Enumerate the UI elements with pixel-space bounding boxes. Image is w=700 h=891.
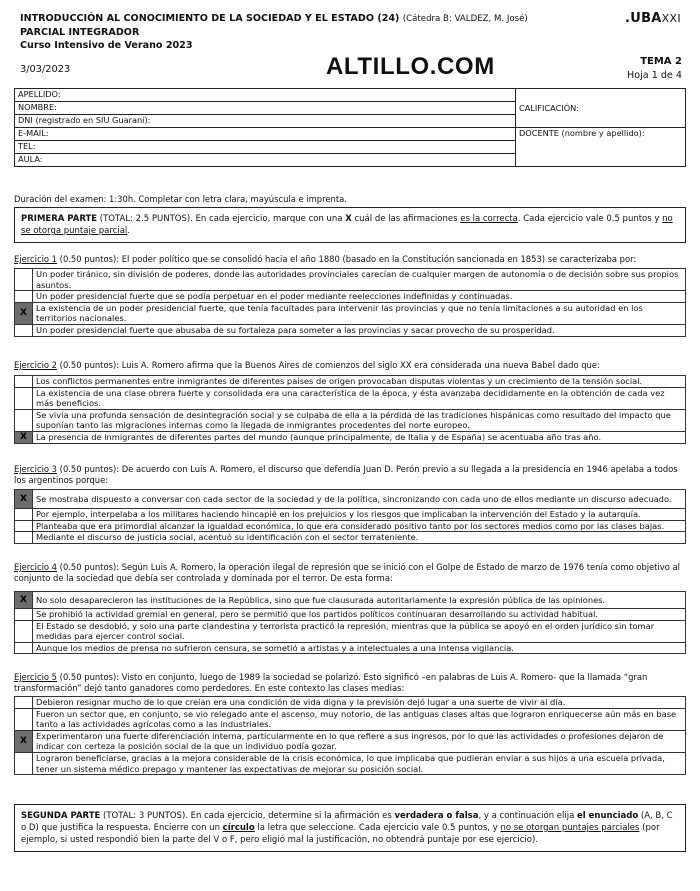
answer-box[interactable] [15, 409, 33, 431]
course-title: INTRODUCCIÓN AL CONOCIMIENTO DE LA SOCIEDAD Y EL ESTADO (24) [20, 13, 400, 24]
option-row[interactable] [15, 730, 686, 752]
exercise-3-options [14, 489, 686, 544]
uba-logo-text: .UBA [625, 11, 662, 26]
tema-label: TEMA 2 [640, 56, 682, 67]
option-row[interactable] [15, 532, 686, 544]
option-text: Los conflictos permanentes entre inmigrantes de diferentes países de origen provocaban disputas violentas y un crecimiento de la tensión social. [33, 376, 686, 388]
field-dni[interactable]: DNI (registrado en SIU Guaraní): [15, 115, 516, 128]
answer-box[interactable] [15, 642, 33, 654]
option-text: La existencia de un poder presidencial fuerte, que tenía facultades para intervenir las provincias y que no tenía limitaciones a su autoridad en los territorios nacionales. [33, 302, 686, 324]
field-docente[interactable]: DOCENTE (nombre y apellido): [516, 128, 686, 167]
exercise-4-question [14, 562, 686, 584]
exercise-2-question [14, 360, 686, 371]
option-text: Lograron beneficiarse, gracias a la mejora considerable de la crisis económica, lo que implicaba que pudieran enviar a sus hijos a una escuela privada, tener un sistema médico prepago y mantener las expectativas de mejorar su posición social. [33, 752, 686, 774]
part2-text-5: (A, B, C o D) que justifica la respuesta. Encierre con un [21, 811, 673, 833]
exercise-1-options [14, 268, 686, 337]
answer-box-marked[interactable]: X [15, 592, 33, 609]
exercise-1-question [14, 254, 686, 265]
uba-logo-suffix: XXI [661, 12, 681, 25]
part1-title: PRIMERA PARTE [21, 214, 98, 224]
part1-instructions [14, 207, 686, 243]
option-row[interactable] [15, 708, 686, 730]
part2-text-7: la letra que seleccione. Cada ejercicio vale 0.5 puntos, y [254, 823, 501, 833]
duration-note: Duración del examen: 1:30h. Completar con letra clara, mayúscula e imprenta. [14, 194, 347, 204]
part1-x: X [345, 214, 352, 224]
option-text: Debieron resignar mucho de lo que creían era una condición de vida digna y la previsión dejó lugar a una suerte de vivir al día. [33, 697, 686, 709]
option-row[interactable] [15, 490, 686, 509]
answer-box[interactable] [15, 532, 33, 544]
option-row[interactable] [15, 609, 686, 621]
exercise-3-question [14, 464, 686, 486]
exam-type: PARCIAL INTEGRADOR [20, 27, 140, 38]
option-text: Por ejemplo, interpelaba a los militares haciendo hincapié en los prejuicios y los riesgos que implicaban la intervención del Estado y la autarquía. [33, 509, 686, 521]
answer-box[interactable] [15, 269, 33, 291]
answer-box[interactable] [15, 708, 33, 730]
exercise-label: Ejercicio 4 [14, 562, 58, 572]
part2-title: SEGUNDA PARTE [21, 811, 101, 821]
option-row[interactable] [15, 431, 686, 443]
part1-text-5: . Cada ejercicio vale 0.5 puntos y [517, 214, 663, 224]
part1-correct: es la correcta [460, 214, 518, 224]
answer-box-marked[interactable]: X [15, 431, 33, 443]
part2-true-false: verdadera o falsa [394, 811, 479, 821]
part2-text-1: (TOTAL: 3 PUNTOS). En cada ejercicio, determine si la afirmación es [100, 811, 395, 821]
option-text: Fueron un sector que, en conjunto, se vio relegado ante el ascenso, muy notorio, de las antiguas clases altas que lograron enriquecerse aún más en base tanto a las actividades agrícolas como a las industriales. [33, 708, 686, 730]
page-indicator: Hoja 1 de 4 [627, 70, 682, 81]
option-row[interactable] [15, 752, 686, 774]
option-text: Un poder tiránico, sin división de poderes, donde las autoridades provinciales carecían de cualquier margen de autonomía o de decisión sobre sus propios asuntos. [33, 269, 686, 291]
answer-box[interactable] [15, 376, 33, 388]
header-block [20, 12, 580, 52]
option-row[interactable] [15, 409, 686, 431]
option-text: La existencia de una clase obrera fuerte y consolidada era una característica de la época, y ésta avanzaba decididamente en la obtención de cada vez más beneficios. [33, 387, 686, 409]
option-text: Un poder presidencial fuerte que abusaba de su fortaleza para someter a las provincias y sacar provecho de su prosperidad. [33, 324, 686, 336]
exercise-label: Ejercicio 1 [14, 254, 58, 264]
exercise-text: (0.50 puntos): Según Luis A. Romero, la operación ilegal de represión que se inició con el Golpe de Estado de marzo de 1976 tenía como objetivo al conjunto de la sociedad que debía ser controlada y dominada por el terror. De esta forma: [14, 562, 680, 583]
part1-no-partial: no se otorga puntaje parcial [21, 214, 673, 236]
uba-logo [625, 11, 681, 26]
option-row[interactable] [15, 642, 686, 654]
exercise-text: (0.50 puntos): El poder político que se consolidó hacia el año 1880 (basado en la Constitución sancionada en 1853) se caracterizaba por: [57, 254, 637, 264]
part2-circle: círculo [222, 823, 255, 833]
field-aula[interactable]: AULA: [15, 154, 516, 167]
option-text: El Estado se desdobló, y solo una parte clandestina y terrorista practicó la represión, mientras que la pública se apoyó en el orden jurídico sin tomar medidas para ejercer control social. [33, 620, 686, 642]
option-row[interactable] [15, 697, 686, 709]
exercise-label: Ejercicio 5 [14, 672, 58, 682]
answer-box[interactable] [15, 324, 33, 336]
option-row[interactable] [15, 269, 686, 291]
option-text: La presencia de inmigrantes de diferentes partes del mundo (aunque principalmente, de Italia y de España) se acentuaba año tras año. [33, 431, 686, 443]
option-text: Un poder presidencial fuerte que se podía perpetuar en el poder mediante reelecciones indefinidas y continuadas. [33, 291, 686, 303]
option-text: No solo desaparecieron las instituciones de la República, sino que fue clausurada autoritariamente la expresión pública de las opiniones. [33, 592, 686, 609]
option-row[interactable] [15, 291, 686, 303]
part1-text-1: (TOTAL: 2.5 PUNTOS). En cada ejercicio, marque con una [97, 214, 346, 224]
field-calificacion[interactable]: CALIFICACIÓN: [516, 89, 686, 128]
answer-box[interactable] [15, 291, 33, 303]
part2-instructions [14, 804, 686, 852]
option-row[interactable] [15, 509, 686, 521]
part2-text-9: (por ejemplo, si usted respondió bien la parte del V o F, pero eligió mal la justificación, no obtendrá puntaje por ese ejercicio). [21, 823, 660, 845]
option-text: Mediante el discurso de justicia social, acentuó su identificación con el sector terrateniente. [33, 532, 686, 544]
part1-text-7: . [127, 226, 130, 236]
watermark-logo: ALTILLO.COM [326, 53, 495, 80]
exercise-text: (0.50 puntos): Visto en conjunto, luego de 1989 la sociedad se polarizó. Esto significó –en palabras de Luis A. Romero- que la llamada “gran transformación” dejó tanto ganadores como perdedores. En este contexto las clases medias: [14, 672, 648, 693]
exercise-2-options [14, 375, 686, 444]
option-text: Se prohibió la actividad gremial en general, pero se permitió que los partidos políticos continuaran desarrollando su actividad habitual. [33, 609, 686, 621]
exercise-text: (0.50 puntos): De acuerdo con Luis A. Romero, el discurso que defendía Juan D. Perón previo a su llegada a la presidencia en 1946 apelaba a todos los argentinos porque: [14, 464, 678, 485]
option-text: Experimentaron una fuerte diferenciación interna, particularmente en lo que refiere a sus ingresos, por lo que las actividades o profesiones dejaron de indicar con certeza la posición social de la que un individuo podía gozar. [33, 730, 686, 752]
answer-box[interactable] [15, 509, 33, 521]
field-tel[interactable]: TEL: [15, 141, 516, 154]
answer-box[interactable] [15, 697, 33, 709]
answer-box[interactable] [15, 609, 33, 621]
option-row[interactable] [15, 520, 686, 532]
part2-statement: el enunciado [577, 811, 639, 821]
answer-box[interactable] [15, 387, 33, 409]
option-row[interactable] [15, 376, 686, 388]
part1-text-3: cuál de las afirmaciones [351, 214, 461, 224]
option-row[interactable] [15, 620, 686, 642]
exam-date: 3/03/2023 [20, 64, 71, 75]
answer-box[interactable] [15, 752, 33, 774]
student-info-table [14, 88, 686, 167]
field-nombre[interactable]: NOMBRE: [15, 102, 516, 115]
exercise-text: (0.50 puntos): Luis A. Romero afirma que la Buenos Aires de comienzos del siglo XX era considerada una nueva Babel dado que: [57, 360, 600, 370]
exercise-label: Ejercicio 2 [14, 360, 58, 370]
option-text: Se mostraba dispuesto a conversar con cada sector de la sociedad y de la política, sincronizando con cada uno de ellos mediante un discurso adecuado. [33, 490, 686, 509]
option-row[interactable] [15, 302, 686, 324]
answer-box-marked[interactable]: X [15, 730, 33, 752]
option-row[interactable] [15, 324, 686, 336]
option-row[interactable] [15, 592, 686, 609]
answer-box[interactable] [15, 620, 33, 642]
exercise-label: Ejercicio 3 [14, 464, 58, 474]
field-email[interactable]: E-MAIL: [15, 128, 516, 141]
exercise-5-options [14, 696, 686, 775]
option-text: Se vivía una profunda sensación de desintegración social y se culpaba de ella a la pérdida de las tradiciones hispánicas como resultado del impacto que suponían tanto las migraciones internas como la llegada de inmigrantes procedentes del norte europeo. [33, 409, 686, 431]
field-apellido[interactable]: APELLIDO: [15, 89, 516, 102]
part2-text-3: , y a continuación elija [478, 811, 578, 821]
term: Curso Intensivo de Verano 2023 [20, 40, 193, 51]
option-text: Planteaba que era primordial alcanzar la igualdad económica, lo que era considerado positivo tanto por los sectores medios como por las clases bajas. [33, 520, 686, 532]
answer-box-marked[interactable]: X [15, 490, 33, 509]
course-line [20, 12, 580, 26]
part2-no-partial: no se otorgan puntajes parciales [500, 823, 640, 833]
catedra: (Cátedra B: VALDEZ, M. José) [402, 14, 528, 24]
option-row[interactable] [15, 387, 686, 409]
exercise-4-options [14, 591, 686, 654]
answer-box[interactable] [15, 520, 33, 532]
option-text: Aunque los medios de prensa no sufrieron censura, se sometió a artistas y a intelectuales a una intensa vigilancia. [33, 642, 686, 654]
exercise-5-question [14, 672, 686, 694]
answer-box-marked[interactable]: X [15, 302, 33, 324]
